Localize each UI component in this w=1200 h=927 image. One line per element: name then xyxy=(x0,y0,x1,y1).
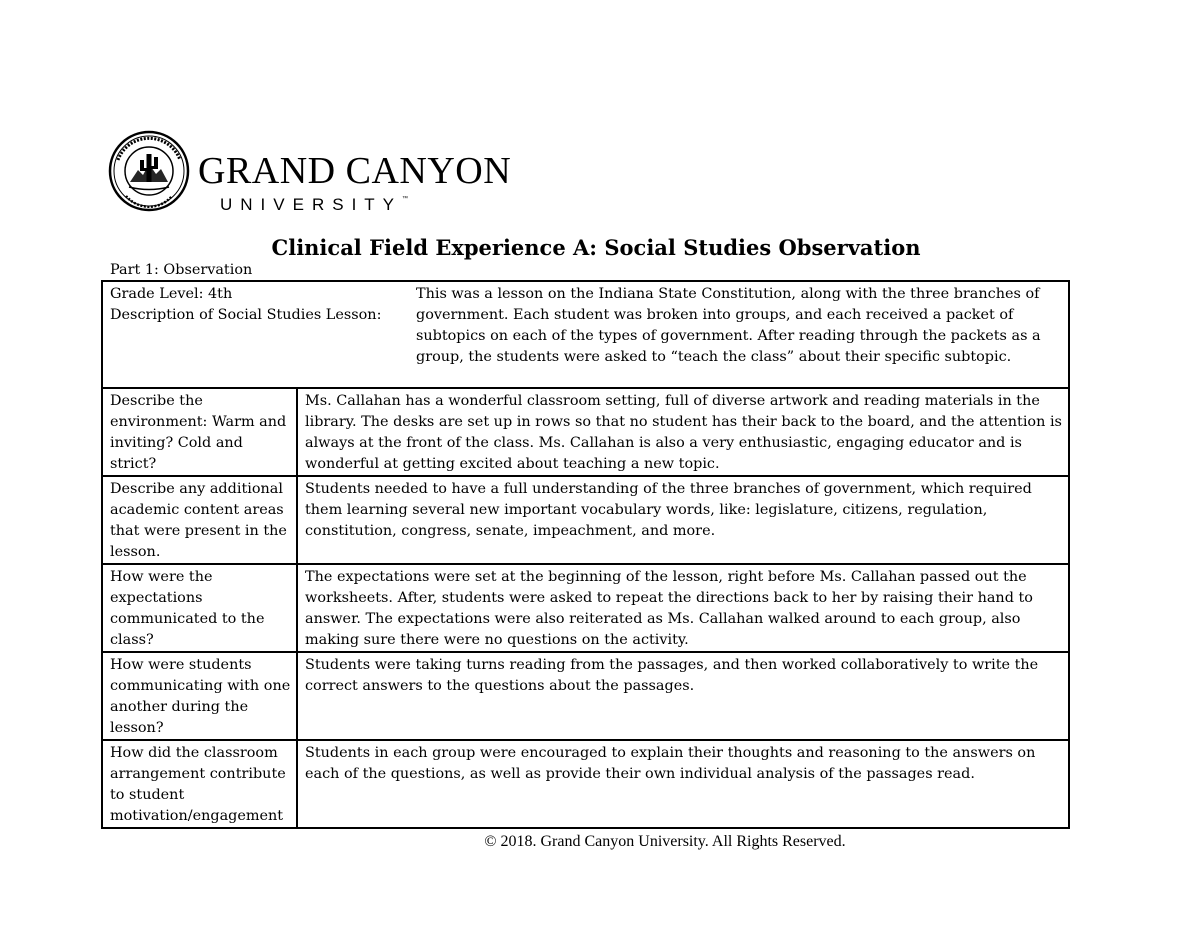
logo-subtitle: UNIVERSITY™ xyxy=(220,195,409,214)
question-cell: How were the expectations communicated to the class? xyxy=(102,564,297,652)
description-text: This was a lesson on the Indiana State Constitution, along with the three branches of government. Each student was broken into groups, and each received a packet of subtopics on each of the types of government. After reading through the packets as a group, the students were asked to “teach the class” about their specific subtopic. xyxy=(416,286,1041,365)
question-cell: How did the classroom arrangement contribute to student motivation/engagement xyxy=(102,740,297,828)
answer-cell: Students in each group were encouraged to explain their thoughts and reasoning to the answers on each of the questions, as well as provide their own individual analysis of the passages read. xyxy=(297,740,1069,828)
grade-level: Grade Level: 4th xyxy=(110,286,233,302)
lesson-info-cell xyxy=(102,281,1069,388)
answer-cell: Ms. Callahan has a wonderful classroom setting, full of diverse artwork and reading materials in the library. The desks are set up in rows so that no student has their back to the board, and the attention is always at the front of the class. Ms. Callahan is also a very enthusiastic, engaging educator and is wonderful at getting excited about teaching a new topic. xyxy=(297,388,1069,476)
document-title: Clinical Field Experience A: Social Studies Observation xyxy=(271,235,921,260)
answer-cell: Students needed to have a full understanding of the three branches of government, which required them learning several new important vocabulary words, like: legislature, citizens, regulation, constitution, congress, senate, impeachment, and more. xyxy=(297,476,1069,564)
table-header-row xyxy=(102,281,1069,388)
logo-wordmark: GRAND CANYON xyxy=(198,150,512,192)
university-logo xyxy=(108,130,512,214)
university-seal-icon xyxy=(108,130,190,212)
copyright-footer: © 2018. Grand Canyon University. All Rights Reserved. xyxy=(484,833,846,850)
part-heading: Part 1: Observation xyxy=(110,262,253,278)
table-row xyxy=(102,388,1069,476)
description-label: Description of Social Studies Lesson: xyxy=(110,307,382,323)
answer-cell: Students were taking turns reading from the passages, and then worked collaboratively to write the correct answers to the questions about the passages. xyxy=(297,652,1069,740)
answer-cell: The expectations were set at the beginning of the lesson, right before Ms. Callahan passed out the worksheets. After, students were asked to repeat the directions back to her by raising their hand to answer. The expectations were also reiterated as Ms. Callahan walked around to each group, also making sure there were no questions on the activity. xyxy=(297,564,1069,652)
observation-table xyxy=(101,280,1070,829)
table-row xyxy=(102,740,1069,828)
question-cell: How were students communicating with one another during the lesson? xyxy=(102,652,297,740)
table-row xyxy=(102,564,1069,652)
question-cell: Describe any additional academic content areas that were present in the lesson. xyxy=(102,476,297,564)
table-row xyxy=(102,476,1069,564)
question-cell: Describe the environment: Warm and inviting? Cold and strict? xyxy=(102,388,297,476)
table-row xyxy=(102,652,1069,740)
